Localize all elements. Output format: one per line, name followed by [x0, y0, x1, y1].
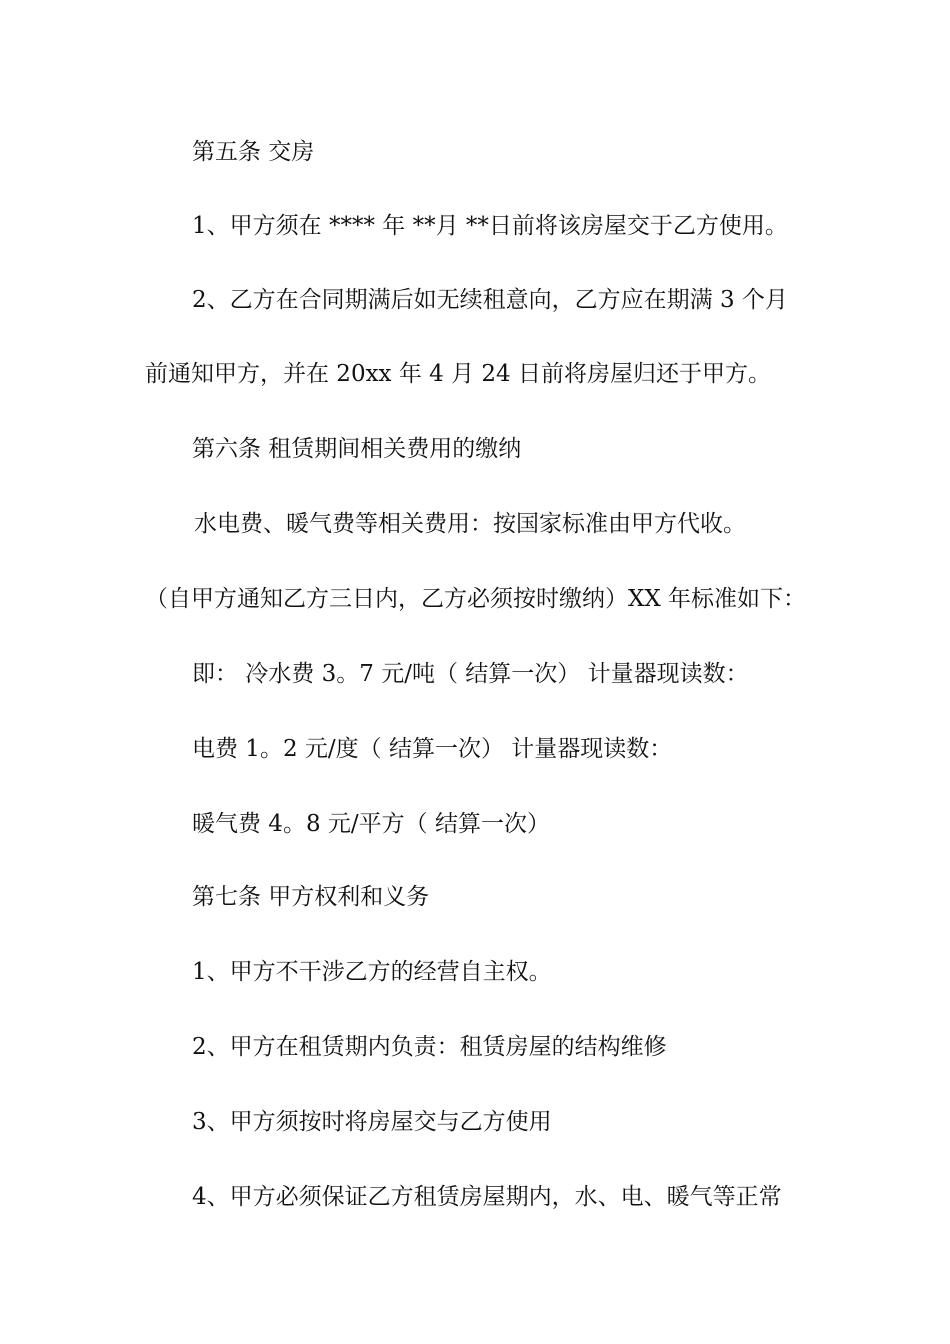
- article-7-heading: 第七条 甲方权利和义务: [192, 884, 430, 910]
- article-7-clause-3: 3、甲方须按时将房屋交与乙方使用: [192, 1109, 552, 1135]
- article-7-clause-2: 2、甲方在租赁期内负责：租赁房屋的结构维修: [192, 1034, 667, 1060]
- cold-water-fee: 即： 冷水费 3。7 元/吨（ 结算一次） 计量器现读数：: [192, 661, 749, 687]
- heating-fee: 暖气费 4。8 元/平方（ 结算一次）: [192, 811, 550, 837]
- article-5-clause-2: 2、乙方在合同期满后如无续租意向，乙方应在期满 3 个月: [192, 287, 788, 313]
- article-5-heading: 第五条 交房: [192, 139, 315, 165]
- article-5-clause-1: 1、甲方须在 **** 年 **月 **日前将该房屋交于乙方使用。: [192, 213, 788, 239]
- article-6-heading: 第六条 租赁期间相关费用的缴纳: [192, 436, 522, 462]
- article-7-clause-4: 4、甲方必须保证乙方租赁房屋期内，水、电、暖气等正常: [192, 1184, 782, 1210]
- fees-standard-note: （自甲方通知乙方三日内，乙方必须按时缴纳）XX 年标准如下：: [145, 586, 807, 612]
- article-5-clause-2-continued: 前通知甲方，并在 20xx 年 4 月 24 日前将房屋归还于甲方。: [145, 361, 771, 387]
- electricity-fee: 电费 1。2 元/度（ 结算一次） 计量器现读数：: [192, 736, 673, 762]
- article-7-clause-1: 1、甲方不干涉乙方的经营自主权。: [192, 959, 552, 985]
- fees-description: 水电费、暖气费等相关费用：按国家标准由甲方代收。: [194, 511, 746, 537]
